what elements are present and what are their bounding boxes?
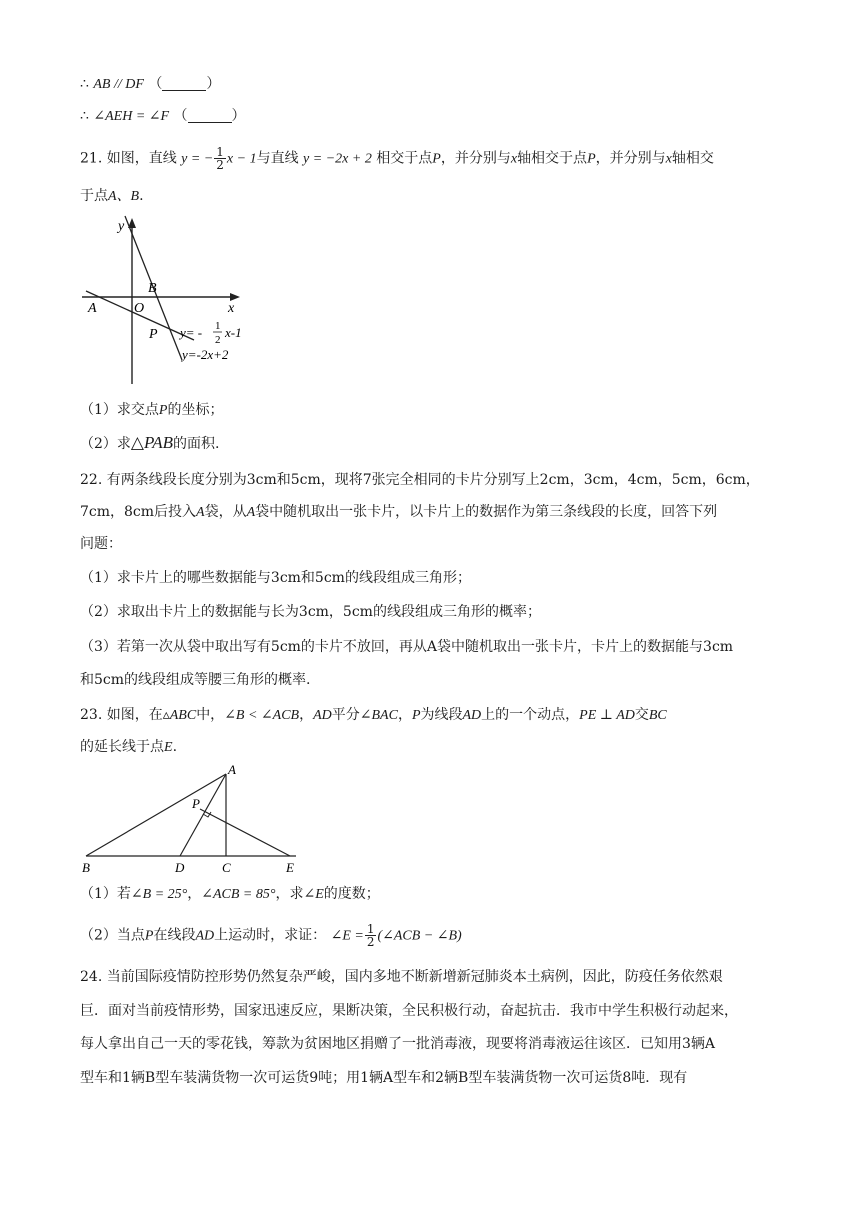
q23-figure — [78, 762, 310, 876]
point-label: P — [158, 403, 168, 418]
frac-num: 1 — [366, 922, 375, 936]
label-B: B — [148, 281, 157, 296]
therefore-symbol: ∴ — [80, 108, 89, 124]
text: 的度数； — [323, 886, 380, 902]
text: 平分 — [331, 707, 360, 723]
text: 上运动时，求证： — [214, 927, 327, 944]
q23-line1 — [80, 705, 667, 726]
question-number: 23. — [80, 707, 103, 723]
q22-line3: 问题： — [80, 536, 122, 552]
label-O: O — [134, 301, 145, 316]
open-paren: （ — [173, 108, 188, 124]
fraction — [214, 146, 226, 171]
therefore-symbol: ∴ — [80, 76, 89, 92]
text: ， — [397, 707, 412, 723]
parallel-conclusion-line — [80, 74, 220, 95]
q24-line2: 巨．面对当前疫情形势，国家迅速反应，果断决策，全民积极行动，奋起抗击．我市中学生积极行动起来， — [80, 1003, 738, 1019]
point-label: E — [164, 740, 173, 755]
eq2: y = −2x + 2 — [303, 151, 372, 167]
angle-bac: ∠BAC — [359, 708, 398, 723]
point-label: P — [432, 151, 441, 167]
segment-ad — [180, 774, 226, 856]
q22-sub2: （2）求取出卡片上的数据能与长为3cm，5cm的线段组成三角形的概率； — [80, 604, 541, 620]
line1-label-prefix: y= - — [180, 325, 203, 340]
text: ， — [187, 886, 202, 902]
q24-line4: 型车和1辆B型车装满货物一次可运货9吨；用1辆A型车和2辆B型车装满货物一次可运货8吨．现有 — [80, 1070, 688, 1086]
q24-line1: 24. 当前国际疫情防控形势仍然复杂严峻，国内多地不断新增新冠肺炎本土病例，因此，防疫任务依然艰 — [80, 969, 723, 985]
text: 的面积. — [172, 436, 220, 452]
angle-e: ∠E — [303, 887, 324, 902]
text: 如图，在 — [106, 707, 163, 723]
text: . — [139, 188, 144, 204]
fraction — [365, 923, 377, 948]
eq1-right: x − 1 — [226, 151, 257, 167]
text: 的坐标； — [167, 402, 224, 418]
line1-label-suffix: x-1 — [225, 325, 242, 340]
eq-left: ∠E = — [330, 928, 364, 944]
segment-ad: AD — [195, 928, 215, 944]
text: 于点 — [80, 188, 108, 204]
angle-b-value: ∠B = 25° — [130, 887, 188, 902]
frac-den: 2 — [366, 935, 375, 949]
text: 如图，直线 — [106, 150, 177, 167]
q21-line2 — [80, 186, 144, 207]
label-x: x — [228, 301, 235, 316]
q23-sub1 — [80, 884, 380, 905]
triangle-abc: ▵ABC — [162, 708, 197, 723]
text: 袋，从 — [204, 504, 247, 520]
label-B: B — [82, 860, 90, 875]
text: 中， — [196, 707, 225, 723]
point-label: P — [411, 708, 421, 723]
label-E: E — [286, 860, 294, 875]
eq-right: (∠ACB − ∠B) — [377, 928, 462, 944]
segment-bc: BC — [648, 708, 667, 723]
line1-label-num: 1 — [215, 320, 221, 332]
points-ab: A、B — [108, 189, 140, 204]
text: 轴相交 — [671, 150, 714, 167]
angle-conclusion-line — [80, 106, 246, 127]
parallel-statement: AB // DF — [93, 77, 144, 92]
q23-sub2 — [80, 923, 462, 948]
segment-pe — [200, 809, 290, 856]
point-label: P — [144, 928, 154, 944]
text: 的延长线于点 — [80, 739, 164, 755]
perp-condition: PE ⊥ AD — [579, 708, 635, 723]
q21-sub1 — [80, 400, 223, 421]
text: . — [172, 739, 178, 755]
text: 交 — [634, 707, 649, 723]
close-paren: ） — [206, 76, 221, 92]
frac-num: 1 — [216, 145, 224, 159]
text: 袋中随机取出一张卡片，以卡片上的数据作为第三条线段的长度，回答下列 — [255, 504, 718, 520]
label-A: A — [228, 762, 236, 777]
segment-ad: AD — [462, 708, 482, 723]
q21-sub2 — [80, 433, 219, 454]
text: 在线段 — [153, 927, 196, 944]
answer-blank — [188, 108, 232, 123]
text: （2）当点 — [80, 927, 145, 944]
triangle-pab: △PAB — [130, 433, 173, 452]
frac-den: 2 — [216, 158, 224, 172]
text: （2）求 — [80, 436, 131, 452]
line2-label: y=-2x+2 — [182, 347, 229, 362]
bag-label: A — [196, 505, 205, 520]
q22-sub3-cont: 和5cm的线段组成等腰三角形的概率. — [80, 672, 311, 688]
text: （1）求交点 — [80, 402, 159, 418]
segment-ad: AD — [313, 708, 332, 723]
q21-line1 — [80, 146, 714, 171]
question-number: 21. — [80, 150, 103, 167]
eq1-left: y = − — [181, 151, 214, 167]
label-P: P — [149, 327, 158, 342]
open-paren: （ — [148, 76, 163, 92]
q21-figure — [78, 212, 268, 390]
text: ，并分别与 — [440, 150, 511, 167]
angle-statement: ∠AEH = ∠F — [93, 109, 170, 124]
q23-line2 — [80, 737, 177, 758]
label-D: D — [175, 860, 185, 875]
line1-label-den: 2 — [215, 334, 221, 346]
text: ，求 — [275, 886, 304, 902]
q22-line1: 22. 有两条线段长度分别为3cm和5cm，现将7张完全相同的卡片分别写上2cm，3cm，4cm，5cm，6cm， — [80, 472, 760, 488]
q22-line2 — [80, 502, 717, 523]
text: 相交于点 — [376, 150, 433, 167]
text: 7cm，8cm后投入 — [80, 504, 197, 520]
text: 上的一个动点， — [481, 707, 580, 723]
q24-line3: 每人拿出自己一天的零花钱，筹款为贫困地区捐赠了一批消毒液，现要将消毒液运往该区．已知用3辆A — [80, 1036, 716, 1052]
text: ， — [299, 707, 314, 723]
answer-blank — [162, 76, 206, 91]
point-label: P — [587, 151, 596, 167]
label-P: P — [192, 796, 200, 811]
q22-sub3: （3）若第一次从袋中取出写有5cm的卡片不放回，再从A袋中随机取出一张卡片，卡片上的数据能与3cm — [80, 639, 734, 655]
bag-label: A — [246, 505, 256, 520]
text: （1）若 — [80, 886, 131, 902]
var-x: x — [665, 151, 672, 167]
x-axis-arrow — [230, 293, 240, 301]
label-C: C — [222, 860, 231, 875]
close-paren: ） — [231, 108, 246, 124]
text: 轴相交于点 — [517, 150, 588, 167]
q22-sub1: （1）求卡片上的哪些数据能与3cm和5cm的线段组成三角形； — [80, 570, 471, 586]
var-x: x — [510, 151, 518, 167]
angle-acb-value: ∠ACB = 85° — [201, 887, 276, 902]
angle-condition: ∠B < ∠ACB — [224, 708, 300, 723]
text: 与直线 — [256, 150, 299, 167]
label-A: A — [88, 301, 97, 316]
text: ，并分别与 — [595, 150, 666, 167]
text: 为线段 — [420, 707, 463, 723]
label-y: y — [118, 219, 125, 234]
